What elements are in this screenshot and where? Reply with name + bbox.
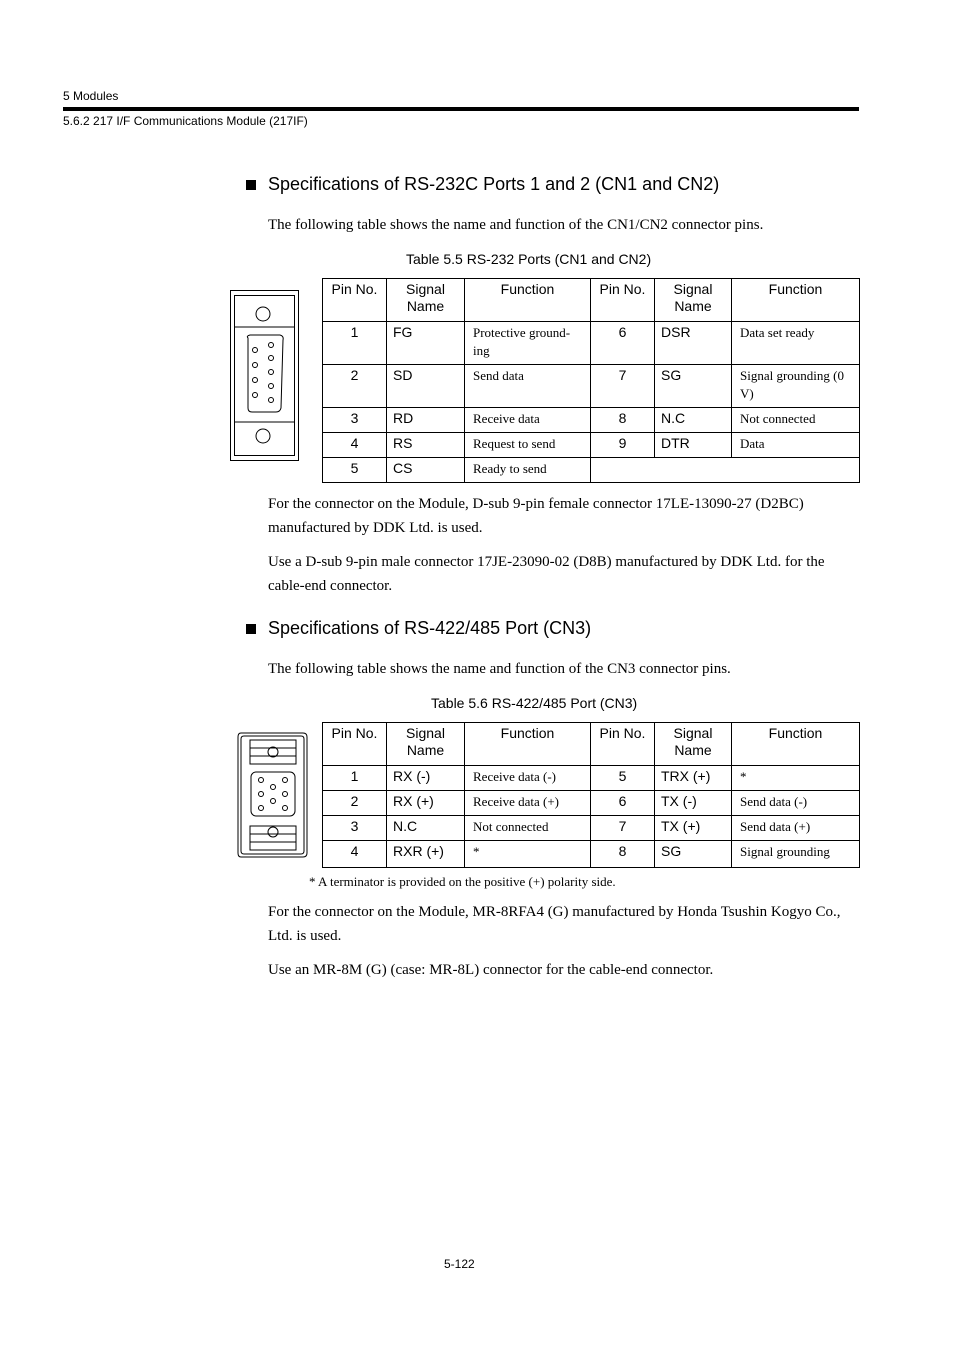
signal-cell: FG	[387, 322, 465, 365]
rs232-note-cable-connector: Use a D-sub 9-pin male connector 17JE-23090-02 (D8B) manufactured by DDK Ltd. for the cable-end connector.	[268, 554, 825, 594]
rs422-footnote: * A terminator is provided on the positive (+) polarity side.	[309, 874, 616, 889]
function-cell: *	[465, 841, 591, 868]
pin-cell: 7	[591, 816, 655, 841]
column-header: Signal Name	[387, 723, 465, 766]
signal-cell: SG	[655, 365, 732, 408]
signal-cell: N.C	[655, 408, 732, 433]
square-bullet-icon	[246, 624, 256, 634]
pin-cell: 1	[323, 322, 387, 365]
pin-cell: 7	[591, 365, 655, 408]
rs422-intro: The following table shows the name and function of the CN3 connector pins.	[268, 661, 731, 677]
signal-cell: TRX (+)	[655, 766, 732, 791]
page-number: 5-122	[444, 1257, 475, 1271]
signal-cell: DTR	[655, 433, 732, 458]
rs422-pin-table	[322, 722, 860, 868]
function-cell: Request to send	[465, 433, 591, 458]
dsub9-connector-icon	[230, 290, 300, 462]
function-cell: Send data	[465, 365, 591, 408]
signal-cell: CS	[387, 458, 465, 483]
pin-cell: 5	[591, 766, 655, 791]
pin-cell: 2	[323, 791, 387, 816]
pin-cell: 4	[323, 841, 387, 868]
table-row	[323, 433, 860, 458]
column-header: Pin No.	[323, 723, 387, 766]
function-cell: Send data (+)	[732, 816, 860, 841]
signal-cell: RX (-)	[387, 766, 465, 791]
signal-cell: RX (+)	[387, 791, 465, 816]
empty-cell	[591, 458, 860, 483]
pin-cell: 6	[591, 322, 655, 365]
rs232-intro: The following table shows the name and function of the CN1/CN2 connector pins.	[268, 217, 764, 233]
rs232-pin-table	[322, 278, 860, 483]
section-header: 5.6.2 217 I/F Communications Module (217IF)	[63, 114, 308, 128]
function-cell: *	[732, 766, 860, 791]
table-header-row	[323, 723, 860, 766]
signal-cell: RXR (+)	[387, 841, 465, 868]
pin-cell: 3	[323, 408, 387, 433]
column-header: Pin No.	[323, 279, 387, 322]
function-cell: Not connected	[732, 408, 860, 433]
square-bullet-icon	[246, 180, 256, 190]
column-header: Function	[465, 723, 591, 766]
signal-cell: TX (+)	[655, 816, 732, 841]
rs232-note-module-connector: For the connector on the Module, D-sub 9-pin female connector 17LE-13090-27 (D2BC) manufactured by DDK Ltd. is used.	[268, 496, 804, 536]
function-cell: Receive data	[465, 408, 591, 433]
rs232-table-caption: Table 5.5 RS-232 Ports (CN1 and CN2)	[406, 251, 652, 267]
column-header: Pin No.	[591, 279, 655, 322]
pin-cell: 8	[591, 841, 655, 868]
header-rule	[63, 107, 859, 111]
signal-cell: N.C	[387, 816, 465, 841]
column-header: Signal Name	[655, 279, 732, 322]
signal-cell: TX (-)	[655, 791, 732, 816]
table-row	[323, 766, 860, 791]
rs422-heading	[246, 618, 591, 639]
function-cell: Receive data (-)	[465, 766, 591, 791]
table-row	[323, 816, 860, 841]
rs422-note-module-connector: For the connector on the Module, MR-8RFA4 (G) manufactured by Honda Tsushin Kogyo Co., Ltd. is used.	[268, 904, 841, 944]
pin-cell: 9	[591, 433, 655, 458]
function-cell: Signal grounding (0 V)	[732, 365, 860, 408]
pin-cell: 8	[591, 408, 655, 433]
function-cell: Signal grounding	[732, 841, 860, 868]
chapter-header: 5 Modules	[63, 89, 119, 103]
column-header: Function	[732, 723, 860, 766]
pin-cell: 1	[323, 766, 387, 791]
mr8-connector-icon	[237, 732, 309, 858]
rs232-heading-text: Specifications of RS-232C Ports 1 and 2 (CN1 and CN2)	[268, 174, 720, 194]
column-header: Function	[732, 279, 860, 322]
function-cell: Protective ground-ing	[465, 322, 591, 365]
pin-cell: 6	[591, 791, 655, 816]
signal-cell: SD	[387, 365, 465, 408]
table-row	[323, 458, 860, 483]
column-header: Function	[465, 279, 591, 322]
table-row	[323, 841, 860, 868]
function-cell: Send data (-)	[732, 791, 860, 816]
table-row	[323, 791, 860, 816]
signal-cell: DSR	[655, 322, 732, 365]
pin-cell: 3	[323, 816, 387, 841]
signal-cell: RS	[387, 433, 465, 458]
function-cell: Receive data (+)	[465, 791, 591, 816]
function-cell: Data	[732, 433, 860, 458]
rs232-heading	[246, 174, 719, 195]
signal-cell: SG	[655, 841, 732, 868]
pin-cell: 2	[323, 365, 387, 408]
column-header: Signal Name	[387, 279, 465, 322]
rs422-note-cable-connector: Use an MR-8M (G) (case: MR-8L) connector for the cable-end connector.	[268, 962, 714, 978]
rs422-heading-text: Specifications of RS-422/485 Port (CN3)	[268, 618, 592, 638]
column-header: Pin No.	[591, 723, 655, 766]
table-header-row	[323, 279, 860, 322]
function-cell: Not connected	[465, 816, 591, 841]
table-row	[323, 408, 860, 433]
table-row	[323, 365, 860, 408]
pin-cell: 4	[323, 433, 387, 458]
rs422-table-caption: Table 5.6 RS-422/485 Port (CN3)	[431, 695, 638, 711]
signal-cell: RD	[387, 408, 465, 433]
table-row	[323, 322, 860, 365]
function-cell: Data set ready	[732, 322, 860, 365]
column-header: Signal Name	[655, 723, 732, 766]
function-cell: Ready to send	[465, 458, 591, 483]
pin-cell: 5	[323, 458, 387, 483]
